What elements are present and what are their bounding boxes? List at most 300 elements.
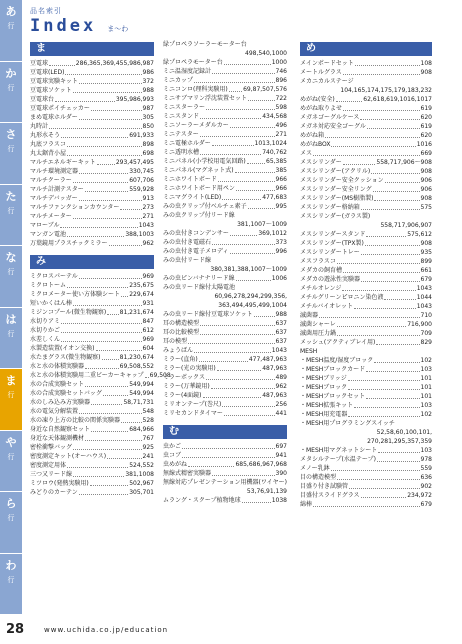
index-entry (30, 122, 154, 131)
entry-name: ミジンコプール(微生物観察) (30, 309, 107, 316)
entry-pages: 434,568 (262, 113, 287, 120)
entry-pages: 679 (420, 276, 432, 283)
index-entry (163, 478, 287, 487)
entry-pages: 987 (142, 105, 154, 112)
index-entry (163, 373, 287, 382)
dot-leader (349, 488, 420, 489)
entry-name: 豆電球実験キット (30, 78, 78, 85)
index-entry (30, 416, 154, 425)
entry-name: 虫コブ (163, 452, 182, 459)
index-entry (30, 272, 154, 281)
index-entry (163, 211, 287, 220)
entry-pages: 935 (420, 249, 432, 256)
dot-leader (188, 343, 275, 344)
index-entry (300, 158, 432, 167)
side-tab-gyo: 行 (7, 268, 15, 276)
entry-pages: 619 (420, 123, 432, 130)
index-entry (30, 488, 154, 497)
dot-leader (343, 74, 420, 75)
index-entry (163, 469, 287, 478)
entry-name: メチルグリーンピロニン染色液 (300, 294, 384, 301)
index-entry (300, 275, 432, 284)
entry-pages: 81,231,674 (119, 309, 154, 316)
entry-name: 無線式精密実験器 (163, 470, 212, 477)
entry-pages: 103 (420, 366, 432, 373)
index-entry (300, 194, 432, 203)
index-entry (163, 85, 287, 94)
index-entry (300, 446, 432, 455)
index-entry (30, 113, 154, 122)
dot-leader (200, 118, 261, 119)
entry-pages: 996 (275, 248, 287, 255)
dot-leader (79, 119, 142, 120)
index-entry (300, 455, 432, 464)
dot-leader (145, 377, 149, 378)
entry-name: 滅菌器 (300, 312, 319, 319)
entry-name: 豆電球台 (30, 96, 55, 103)
entry-pages: 235,675 (129, 282, 154, 289)
entry-name: みどりのカーテン (30, 489, 78, 496)
entry-name: まめ電球ホルダー (30, 114, 78, 121)
side-tab-gyo: 行 (7, 514, 15, 522)
entry-pages: 1044 (416, 294, 432, 301)
entry-name: ミニパネル(マグネット式) (163, 167, 234, 174)
dot-leader (367, 128, 420, 129)
index-entry (163, 94, 287, 103)
entry-name: 短いかくはん棒 (30, 300, 73, 307)
dot-leader (319, 317, 420, 318)
dot-leader (65, 74, 141, 75)
dot-leader (61, 332, 142, 333)
entry-pages: 373 (275, 239, 287, 246)
entry-pages: 698 (142, 150, 154, 157)
entry-pages: 620 (420, 114, 432, 121)
index-entry (163, 76, 287, 85)
side-tab-kana: は (5, 312, 17, 326)
dot-leader (102, 359, 119, 360)
entry-pages: 978 (420, 456, 432, 463)
entry-pages: 746 (275, 68, 287, 75)
dot-leader (331, 470, 420, 471)
index-entry (30, 86, 154, 95)
entry-pages: 636 (420, 474, 432, 481)
entry-pages: 528 (142, 417, 154, 424)
entry-pages: 931 (142, 300, 154, 307)
entry-name: ミニソーラーメダルカー (163, 122, 229, 129)
entry-pages: 559,928 (129, 186, 154, 193)
dot-leader (60, 227, 137, 228)
dot-leader (217, 370, 262, 371)
index-entry (30, 299, 154, 308)
dot-leader (96, 350, 142, 351)
dot-leader (361, 281, 420, 282)
entry-name: みの虫付きコンデンサー (163, 230, 229, 237)
index-entry (163, 496, 287, 505)
index-entry (300, 167, 432, 176)
entry-pages: 548 (142, 408, 154, 415)
entry-pages: 637 (275, 329, 287, 336)
dot-leader (230, 253, 275, 254)
page-number: 28 (6, 622, 25, 637)
index-entry (163, 148, 287, 157)
entry-name: メガネゴーグルケース (300, 114, 360, 121)
entry-pages: 669 (420, 150, 432, 157)
entry-pages: 925 (142, 444, 154, 451)
entry-pages: 962 (275, 383, 287, 390)
index-entry (30, 452, 154, 461)
entry-name: 丸太鋸背小屋 (30, 150, 67, 157)
side-tab[interactable] (0, 431, 22, 493)
section-heading-mu: む (163, 425, 287, 439)
index-entry (163, 67, 287, 76)
index-entry (300, 293, 432, 302)
entry-pages: 913 (142, 195, 154, 202)
index-entry (163, 319, 287, 328)
dot-leader (337, 326, 406, 327)
index-entry (30, 371, 171, 380)
side-tab-gyo: 行 (7, 452, 15, 461)
side-tab-kana: か (5, 66, 17, 80)
entry-name: マローブル (30, 222, 60, 229)
entry-name: みの虫付き電磁石 (163, 239, 212, 246)
dot-leader (120, 209, 141, 210)
entry-name: ミリセカンドタイマー (163, 410, 223, 417)
index-entry (300, 491, 432, 500)
index-entry (300, 95, 432, 104)
dot-leader (366, 236, 406, 237)
dot-leader (385, 182, 420, 183)
entry-name: みの虫付リード線 (163, 257, 212, 264)
entry-name: メートルグラス (300, 69, 342, 76)
dot-leader (73, 476, 124, 477)
index-entry (163, 283, 287, 292)
entry-pages: 381,1008 (125, 471, 154, 478)
dot-leader (97, 164, 115, 165)
entry-pages: 108 (420, 60, 432, 67)
entry-name: ・MESHブロックセット (300, 393, 366, 400)
index-title: Index (30, 16, 97, 36)
entry-pages: 103 (420, 402, 432, 409)
dot-leader (376, 344, 419, 345)
dot-leader (200, 334, 275, 335)
entry-name: マルチエネルギーキット (30, 159, 96, 166)
entry-pages: 575 (420, 204, 432, 211)
entry-name: 目の構造模型 (300, 474, 337, 481)
entry-pages: 691,933 (129, 132, 154, 139)
dot-leader (374, 362, 419, 363)
dot-leader (194, 352, 271, 353)
index-entry (300, 230, 432, 239)
index-entry (300, 365, 432, 374)
index-entry (300, 419, 432, 428)
dot-leader (365, 245, 420, 246)
entry-name: めがね箱 (300, 132, 325, 139)
index-entry (163, 238, 287, 247)
index-entry (163, 229, 287, 238)
entry-pages: 502,967 (129, 480, 154, 487)
side-tab-gyo: 行 (7, 206, 15, 215)
index-entry (300, 266, 432, 275)
entry-pages: 962 (142, 240, 154, 247)
entry-pages: 524,552 (129, 462, 154, 469)
side-tab-kana: ま (5, 374, 17, 387)
dot-leader (361, 497, 407, 498)
dot-leader (222, 199, 261, 200)
index-header (30, 6, 128, 36)
index-entry (30, 461, 154, 470)
side-tab[interactable] (0, 185, 22, 247)
dot-leader (361, 209, 420, 210)
entry-pages: 487,963 (262, 392, 287, 399)
index-entry (163, 121, 287, 130)
side-tab[interactable] (0, 246, 22, 308)
dot-leader (61, 137, 128, 138)
index-entry (30, 425, 154, 434)
entry-pages: 559 (420, 465, 432, 472)
index-entry (163, 328, 287, 337)
entry-list-mi-cont (163, 40, 287, 418)
index-entry (300, 185, 432, 194)
index-entry (300, 374, 432, 383)
index-entry (300, 149, 432, 158)
index-entry (163, 274, 287, 283)
entry-name: 綿棒 (300, 501, 313, 508)
index-entry (30, 479, 154, 488)
dot-leader (248, 100, 275, 101)
dot-leader (49, 128, 142, 129)
section-heading-me: め (300, 42, 432, 56)
side-tab-kana: な (5, 251, 17, 264)
dot-leader (313, 155, 420, 156)
dot-leader (200, 136, 275, 137)
entry-pages: 489 (275, 374, 287, 381)
entry-name: 水と水の体積実験用二重ビーカーキャップ (30, 372, 144, 379)
entry-name: ・MESHブリッジ (300, 375, 347, 382)
entry-pages: 241 (142, 453, 154, 460)
index-entry (163, 400, 287, 409)
entry-name: みの虫付き電子メロディ (163, 248, 229, 255)
index-entry (30, 281, 154, 290)
entry-pages: 256 (275, 401, 287, 408)
entry-pages: 709 (420, 330, 432, 337)
entry-name: めがね取りよせ (300, 105, 343, 112)
entry-pages: 1043 (416, 285, 432, 292)
entry-name: メスシリンダートレー (300, 249, 360, 256)
entry-page-continuation: 53,76,91,139 (246, 488, 287, 495)
dot-leader (200, 154, 261, 155)
entry-pages: 908 (420, 195, 432, 202)
index-entry (30, 407, 154, 416)
entry-pages: 1016 (416, 141, 432, 148)
index-entry (300, 284, 432, 293)
index-entry (300, 203, 432, 212)
entry-pages: 995 (275, 203, 287, 210)
dot-leader (67, 287, 128, 288)
side-tab[interactable] (0, 308, 22, 370)
entry-name: 緑プロペラソーラーモーター台 (163, 41, 247, 48)
index-entry (300, 500, 432, 509)
entry-pages: 679 (420, 501, 432, 508)
entry-name: ミニサブマリン浮沈装置セット (163, 95, 248, 102)
dot-leader (224, 415, 275, 416)
entry-name: マルチファンクションカウンター (30, 204, 120, 211)
index-entry (163, 391, 287, 400)
entry-name: 虫めがね (163, 461, 188, 468)
entry-pages: 103 (420, 447, 432, 454)
dot-leader (229, 91, 242, 92)
side-tab-gyo: 行 (7, 83, 15, 92)
entry-pages: 575,612 (407, 231, 432, 238)
entry-name: マルチメーター (30, 213, 72, 220)
side-tab-kana: わ (5, 558, 17, 572)
dot-leader (371, 173, 419, 174)
index-entry (300, 347, 432, 356)
index-entry (30, 389, 154, 398)
index-entry (163, 40, 287, 49)
dot-leader (73, 305, 142, 306)
footer-url[interactable]: www.uchida.co.jp/education (44, 626, 169, 634)
index-entry (30, 230, 154, 239)
entry-name: みの虫リード線付太陽電池 (163, 284, 236, 291)
entry-pages: 81,230,674 (119, 354, 154, 361)
entry-pages: 716,900 (407, 321, 432, 328)
index-entry (30, 158, 154, 167)
index-entry (30, 140, 154, 149)
entry-pages: 229,674 (129, 291, 154, 298)
entry-pages: 234,972 (407, 492, 432, 499)
entry-name: 耳の模型 (163, 338, 188, 345)
entry-pages: 620 (420, 132, 432, 139)
side-index-tabs (0, 0, 22, 615)
entry-name: 水製造装置(イオン交換) (30, 345, 95, 352)
entry-name: メスシリンダー(TPX製) (300, 240, 364, 247)
dot-leader (348, 416, 419, 417)
entry-name: ・MESH用プログラミングスイッチ (300, 420, 395, 427)
entry-pages: 330,745 (129, 168, 154, 175)
entry-name: ミクロメーター使い方体験シート (30, 291, 121, 298)
entry-pages: 69,508,552 (119, 363, 154, 370)
index-entry (163, 166, 287, 175)
dot-leader (49, 65, 75, 66)
entry-name: メスシリンダー(ガラス製) (300, 213, 371, 220)
entry-pages: 271 (275, 131, 287, 138)
entry-list-mi (30, 272, 171, 497)
side-tab-gyo: 行 (7, 329, 15, 338)
side-tab[interactable] (0, 0, 22, 62)
index-entry (300, 401, 432, 410)
entry-name: めがねBOX (300, 141, 331, 148)
dot-leader (337, 263, 420, 264)
entry-pages: 906 (420, 186, 432, 193)
dot-leader (103, 395, 128, 396)
entry-pages: 710 (420, 312, 432, 319)
side-tab[interactable] (0, 554, 22, 616)
index-entry (300, 113, 432, 122)
entry-pages: 1043 (138, 222, 154, 229)
side-tab[interactable] (0, 123, 22, 185)
entry-pages: 908 (420, 69, 432, 76)
side-tab[interactable] (0, 62, 22, 124)
entry-name: 滅菌シャーレ (300, 321, 336, 328)
entry-name: 水の合成実験セット (30, 381, 85, 388)
entry-pages: 441 (275, 410, 287, 417)
index-entry (300, 383, 432, 392)
dot-leader (222, 406, 274, 407)
dot-leader (206, 109, 275, 110)
entry-name: みの虫クリップ付リード線 (163, 212, 235, 219)
entry-name: 目盛り付き試験管 (300, 483, 349, 490)
dot-leader (206, 379, 275, 380)
entry-name: 緑プロペラモーター台 (163, 59, 223, 66)
entry-name: ムラング・スクープ植物地球 (163, 497, 241, 504)
index-entry (30, 221, 154, 230)
entry-pages: 477,487,963 (248, 356, 287, 363)
dot-leader (236, 190, 275, 191)
dot-leader (373, 191, 420, 192)
side-tab-gyo: 行 (7, 22, 15, 30)
dot-leader (355, 65, 420, 66)
side-tab[interactable] (0, 492, 22, 554)
dot-leader (182, 448, 275, 449)
entry-name: マルチクーラー (30, 177, 72, 184)
entry-page-continuation: 270,281,295,357,359 (367, 438, 432, 445)
index-entry (30, 326, 154, 335)
dot-leader (235, 172, 275, 173)
dot-leader (203, 397, 262, 398)
entry-name: 耳の比較模型 (163, 329, 200, 336)
side-tab[interactable] (0, 369, 22, 431)
entry-name: 豆電球(LED) (30, 69, 65, 76)
entry-pages: 896 (275, 77, 287, 84)
entry-pages: 286,365,369,455,986,987 (75, 60, 154, 67)
dot-leader (313, 506, 420, 507)
entry-pages: 1043 (271, 347, 287, 354)
entry-pages: 395,986,993 (115, 96, 154, 103)
index-entry (163, 310, 287, 319)
entry-name: ・MESH温度/湿度ブロック (300, 357, 374, 364)
dot-leader (230, 235, 257, 236)
entry-pages: 850 (142, 123, 154, 130)
dot-leader (121, 296, 128, 297)
dot-leader (336, 101, 363, 102)
index-entry (30, 104, 154, 113)
entry-page-continuation: 498,540,1000 (245, 50, 287, 57)
entry-name: みの虫リード線付豆電球ソケット (163, 311, 253, 318)
dot-leader (200, 325, 275, 326)
entry-name: メスシリンダー安全リング (300, 186, 372, 193)
entry-page-continuation: 52,58,60,100,101, (376, 429, 432, 436)
dot-leader (384, 299, 415, 300)
entry-name: 水と水の体積実験器 (30, 363, 85, 370)
entry-name: ミニホワイトボード用ペン (163, 185, 235, 192)
entry-name: メスシリンダー安全クッション (300, 177, 384, 184)
index-entry (300, 356, 432, 365)
index-entry (163, 175, 287, 184)
entry-pages: 908 (420, 168, 432, 175)
index-entry (163, 130, 287, 139)
index-entry (300, 482, 432, 491)
dot-leader (67, 146, 142, 147)
index-entry (30, 362, 154, 371)
dot-leader (343, 272, 420, 273)
entry-pages: 69,508 (149, 372, 171, 379)
dot-leader (67, 155, 142, 156)
entry-name: メスシリンダースタンド (300, 231, 366, 238)
entry-pages: 101 (420, 384, 432, 391)
dot-leader (188, 466, 234, 467)
dot-leader (247, 163, 265, 164)
entry-pages: 684,966 (129, 426, 154, 433)
